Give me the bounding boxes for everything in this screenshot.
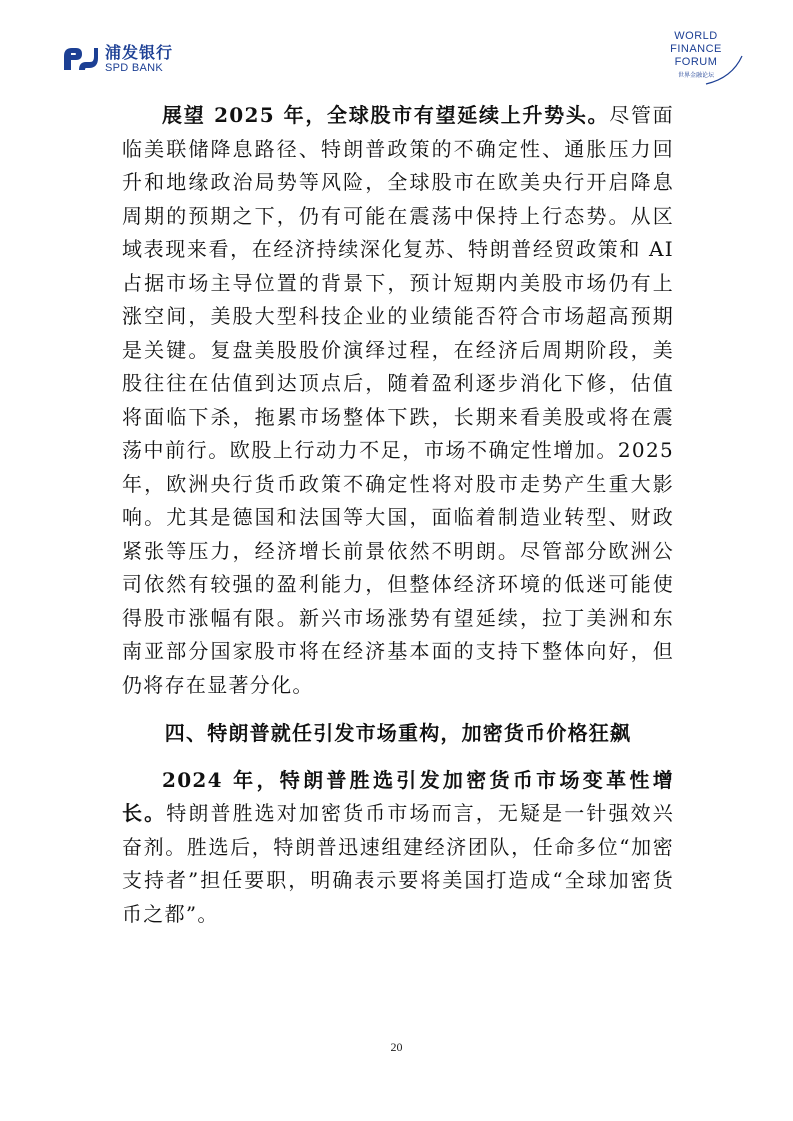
paragraph-lead-bold: 2024 年，特朗普胜选引发加密货币市场变革性增长。 bbox=[122, 767, 674, 825]
spd-bank-logo bbox=[60, 44, 173, 74]
page-header bbox=[0, 0, 793, 92]
wff-line-2: FINANCE bbox=[670, 43, 722, 55]
wff-cn: 世界金融论坛 bbox=[677, 72, 714, 79]
wff-swoosh-icon bbox=[648, 30, 744, 86]
wff-line-1: WORLD bbox=[674, 30, 718, 42]
paragraph-text: 尽管面临美联储降息路径、特朗普政策的不确定性、通胀压力回升和地缘政治局势等风险，全球股市在欧美央行开启降息周期的预期之下，仍有可能在震荡中保持上行态势。从区域表现来看，在经济持续深化复苏、特朗普经贸政策和 AI 占据市场主导位置的背景下，预计短期内美股市场仍有上涨空间，美股大型科技企业的业绩能否符合市场超高预期是关键。复盘美股股价演绎过程，在经济后周期阶段，美股往往在估值到达顶点后，随着盈利逐步消化下修，估值将面临下杀，拖累市场整体下跌，长期来看美股或将在震荡中前行。欧股上行动力不足，市场不确定性增加。2025 年，欧洲央行货币政策不确定性将对股市走势产生重大影响。尤其是德国和法国等大国，面临着制造业转型、财政紧张等压力，经济增长前景依然不明朗。尽管部分欧洲公司依然有较强的盈利能力，但整体经济环境的低迷可能使得股市涨幅有限。新兴市场涨势有望延续，拉丁美洲和东南亚部分国家股市将在经济基本面的支持下整体向好，但仍将存在显著分化。 bbox=[122, 103, 674, 697]
paragraph-outlook-2025 bbox=[122, 99, 674, 702]
paragraph-lead-bold: 展望 2025 年，全球股市有望延续上升势头。 bbox=[162, 103, 610, 127]
page-number: 20 bbox=[390, 1040, 403, 1054]
section-heading: 四、特朗普就任引发市场重构，加密货币价格狂飙 bbox=[164, 721, 632, 745]
spd-logo-cn: 浦发银行 bbox=[105, 42, 174, 62]
spd-logo-mark-icon bbox=[60, 44, 100, 74]
document-body bbox=[122, 99, 674, 931]
wff-line-3: FORUM bbox=[674, 56, 718, 68]
spd-logo-en: SPD BANK bbox=[105, 61, 164, 74]
paragraph-crypto-2024 bbox=[122, 764, 674, 932]
world-finance-forum-logo bbox=[648, 30, 744, 86]
paragraph-text: 特朗普胜选对加密货币市场而言，无疑是一针强效兴奋剂。胜选后，特朗普迅速组建经济团队，任命多位“加密支持者”担任要职，明确表示要将美国打造成“全球加密货币之都”。 bbox=[122, 801, 674, 926]
